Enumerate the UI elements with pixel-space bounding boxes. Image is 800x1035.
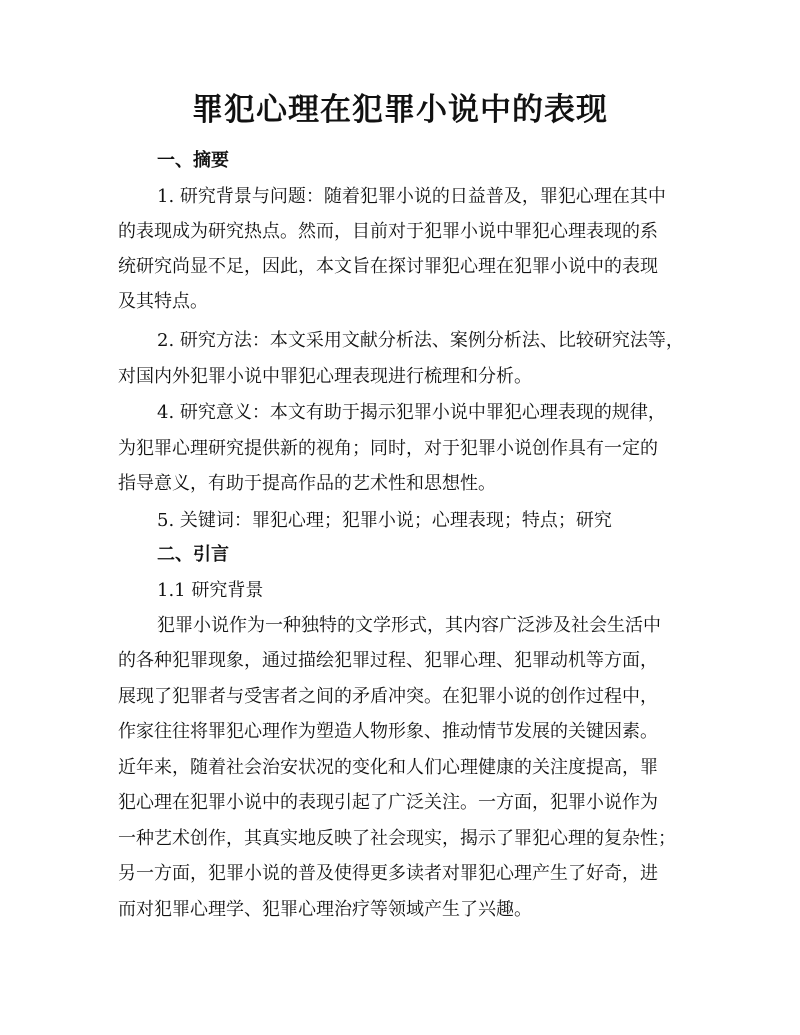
abstract-paragraph-3-line-3: 指导意义，有助于提高作品的艺术性和思想性。 [118, 473, 496, 494]
intro-line-6: 犯心理在犯罪小说中的表现引起了广泛关注。一方面，犯罪小说作为 [118, 792, 658, 813]
abstract-paragraph-1-line-4: 及其特点。 [118, 291, 208, 312]
abstract-paragraph-1-line-1: 1. 研究背景与问题：随着犯罪小说的日益普及，罪犯心理在其中 [157, 186, 666, 207]
intro-line-8: 另一方面，犯罪小说的普及使得更多读者对罪犯心理产生了好奇，进 [118, 863, 658, 884]
keywords-line: 5. 关键词：罪犯心理；犯罪小说；心理表现；特点；研究 [157, 510, 612, 531]
intro-line-4: 作家往往将罪犯心理作为塑造人物形象、推动情节发展的关键因素。 [118, 721, 658, 742]
abstract-paragraph-2-line-1: 2. 研究方法：本文采用文献分析法、案例分析法、比较研究法等， [157, 330, 684, 351]
section-heading-abstract: 一、摘要 [157, 150, 229, 171]
intro-line-1: 犯罪小说作为一种独特的文学形式，其内容广泛涉及社会生活中 [157, 615, 661, 636]
intro-line-7: 一种艺术创作，其真实地反映了社会现实，揭示了罪犯心理的复杂性； [118, 828, 676, 849]
intro-line-5: 近年来，随着社会治安状况的变化和人们心理健康的关注度提高，罪 [118, 757, 658, 778]
intro-line-3: 展现了犯罪者与受害者之间的矛盾冲突。在犯罪小说的创作过程中， [118, 686, 658, 707]
abstract-paragraph-2-line-2: 对国内外犯罪小说中罪犯心理表现进行梳理和分析。 [118, 366, 532, 387]
section-heading-introduction: 二、引言 [157, 544, 229, 565]
abstract-paragraph-1-line-2: 的表现成为研究热点。然而，目前对于犯罪小说中罪犯心理表现的系 [118, 221, 658, 242]
intro-line-9: 而对犯罪心理学、犯罪心理治疗等领域产生了兴趣。 [118, 899, 532, 920]
intro-line-2: 的各种犯罪现象，通过描绘犯罪过程、犯罪心理、犯罪动机等方面， [118, 650, 658, 671]
abstract-paragraph-3-line-2: 为犯罪心理研究提供新的视角；同时，对于犯罪小说创作具有一定的 [118, 438, 658, 459]
document-title: 罪犯心理在犯罪小说中的表现 [192, 92, 608, 128]
subsection-heading-background: 1.1 研究背景 [157, 580, 264, 601]
abstract-paragraph-1-line-3: 统研究尚显不足，因此，本文旨在探讨罪犯心理在犯罪小说中的表现 [118, 256, 658, 277]
abstract-paragraph-3-line-1: 4. 研究意义：本文有助于揭示犯罪小说中罪犯心理表现的规律， [157, 402, 666, 423]
